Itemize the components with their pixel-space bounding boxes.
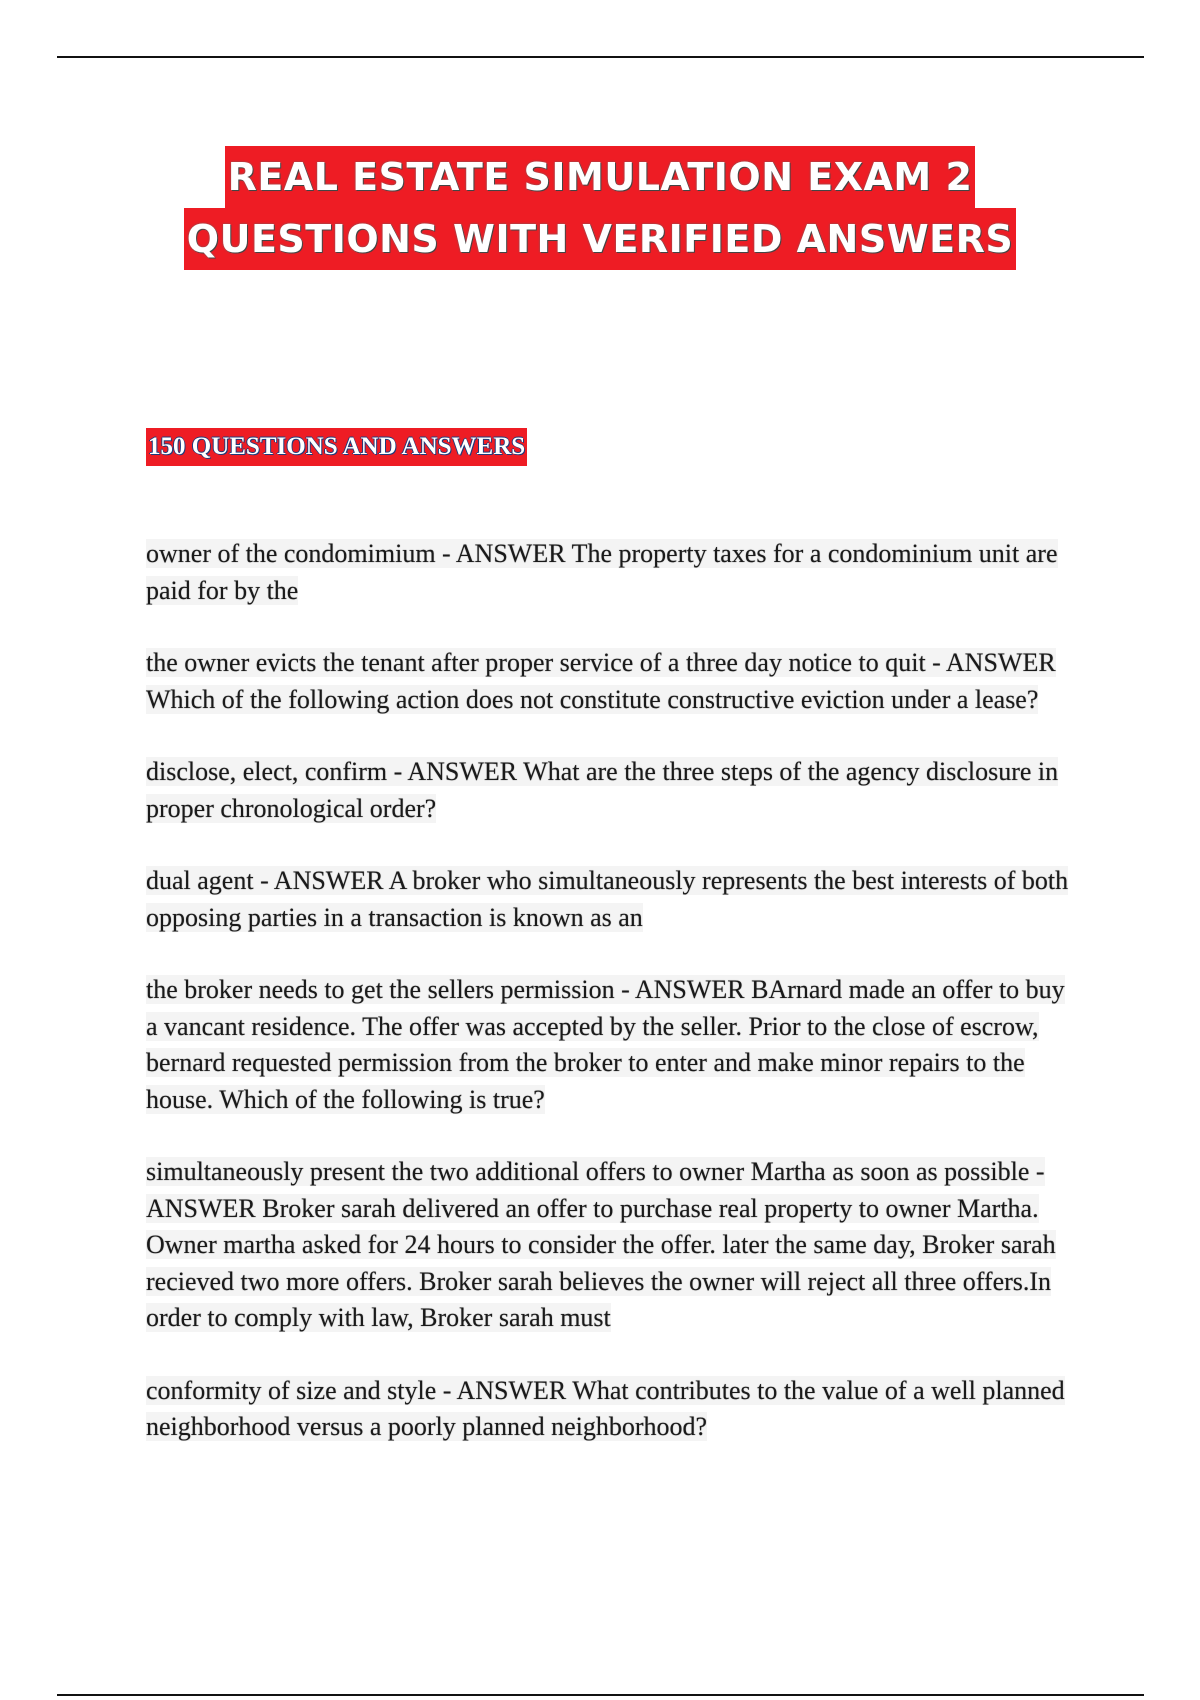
bottom-rule bbox=[57, 1694, 1144, 1696]
qa-item-text: conformity of size and style - ANSWER What contributes to the value of a well planned neighborhood versus a poorly planned neighborhood? bbox=[146, 1375, 1065, 1441]
qa-item bbox=[146, 754, 1076, 827]
qa-list bbox=[146, 536, 1076, 1482]
qa-item bbox=[146, 1154, 1076, 1337]
qa-item-text: the owner evicts the tenant after proper service of a three day notice to quit - ANSWER Which of the following action does not constitute constructive eviction under a lease? bbox=[146, 648, 1056, 714]
top-rule bbox=[57, 56, 1144, 58]
qa-item-text: the broker needs to get the sellers permission - ANSWER BArnard made an offer to buy a vancant residence. The offer was accepted by the seller. Prior to the close of escrow, bernard requested permission from the broker to enter and make minor repairs to the house. Which of the following is true? bbox=[146, 975, 1065, 1114]
title-line-2: QUESTIONS WITH VERIFIED ANSWERS bbox=[184, 208, 1016, 270]
title-line-1: REAL ESTATE SIMULATION EXAM 2 bbox=[225, 146, 976, 208]
qa-item bbox=[146, 863, 1076, 936]
qa-item-text: disclose, elect, confirm - ANSWER What are the three steps of the agency disclosure in proper chronological order? bbox=[146, 757, 1059, 823]
qa-item bbox=[146, 1373, 1076, 1446]
qa-item-text: dual agent - ANSWER A broker who simultaneously represents the best interests of both opposing parties in a transaction is known as an bbox=[146, 866, 1069, 932]
qa-item-text: owner of the condomimium - ANSWER The property taxes for a condominium unit are paid for by the bbox=[146, 539, 1058, 605]
qa-item bbox=[146, 645, 1076, 718]
qa-item bbox=[146, 972, 1076, 1118]
qa-item bbox=[146, 536, 1076, 609]
document-title bbox=[0, 146, 1200, 270]
qa-item-text: simultaneously present the two additional offers to owner Martha as soon as possible - ANSWER Broker sarah delivered an offer to purchase real property to owner Martha. Owner martha asked for 24 hours to consider the offer. later the same day, Broker sarah recieved two more offers. Broker sarah believes the owner will reject all three offers.In order to comply with law, Broker sarah must bbox=[146, 1157, 1056, 1332]
question-count-heading: 150 QUESTIONS AND ANSWERS bbox=[146, 428, 527, 466]
